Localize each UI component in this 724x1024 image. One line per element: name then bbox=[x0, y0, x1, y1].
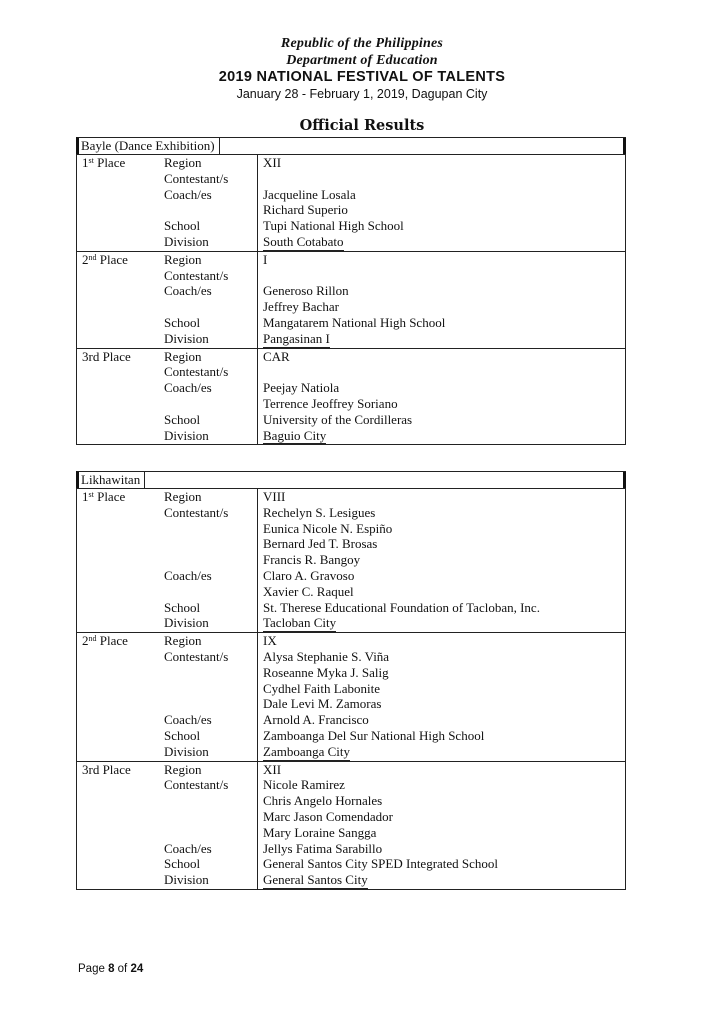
division-value: Zamboanga City bbox=[258, 744, 626, 761]
table-row bbox=[77, 331, 626, 348]
table-row bbox=[77, 856, 626, 872]
table-row bbox=[77, 234, 626, 251]
field-label: Coach/es bbox=[164, 712, 212, 728]
field-label: Region bbox=[159, 761, 258, 777]
coach-name: Jellys Fatima Sarabillo bbox=[258, 841, 626, 857]
school-value: Tupi National High School bbox=[258, 218, 626, 234]
table-row bbox=[77, 600, 626, 616]
table-row bbox=[77, 428, 626, 445]
table-row bbox=[77, 155, 626, 171]
field-label: School bbox=[164, 314, 201, 330]
contestant-name: Rechelyn S. Lesigues bbox=[258, 505, 626, 521]
place-label: 3rd Place bbox=[77, 348, 160, 364]
field-label: School bbox=[164, 218, 201, 234]
coach-name: Generoso Rillon bbox=[258, 283, 626, 299]
field-label: Division bbox=[164, 615, 209, 631]
place-label: 1st Place bbox=[77, 155, 160, 171]
bayle-results-table bbox=[76, 154, 626, 445]
table-row bbox=[77, 218, 626, 234]
field-label: Contestant/s bbox=[164, 364, 229, 380]
table-row bbox=[77, 872, 626, 889]
field-label: Contestant/s bbox=[164, 170, 229, 186]
bayle-title-bar bbox=[76, 137, 626, 154]
table-row bbox=[77, 521, 626, 537]
contestant-name: Francis R. Bangoy bbox=[258, 552, 626, 568]
contestant-name: Dale Levi M. Zamoras bbox=[258, 696, 626, 712]
coach-name: Richard Superio bbox=[258, 202, 626, 218]
table-row bbox=[77, 568, 626, 584]
table-row bbox=[77, 681, 626, 697]
bayle-results-block bbox=[76, 137, 626, 445]
page-number: Page 8 of 24 bbox=[78, 963, 144, 975]
region-value: XII bbox=[258, 761, 626, 777]
field-label: Region bbox=[159, 155, 258, 171]
table-row bbox=[77, 744, 626, 761]
contestant-name: Bernard Jed T. Brosas bbox=[258, 536, 626, 552]
school-value: General Santos City SPED Integrated School bbox=[258, 856, 626, 872]
division-value: Tacloban City bbox=[258, 615, 626, 632]
field-label: School bbox=[164, 727, 201, 743]
division-value: General Santos City bbox=[258, 872, 626, 889]
table-row bbox=[77, 396, 626, 412]
table-row bbox=[77, 841, 626, 857]
division-value: Pangasinan I bbox=[258, 331, 626, 348]
table-row bbox=[77, 615, 626, 632]
table-row bbox=[77, 505, 626, 521]
table-row bbox=[77, 364, 626, 380]
field-label: Division bbox=[164, 743, 209, 759]
place-label: 1st Place bbox=[77, 489, 160, 505]
contestant-name: Roseanne Myka J. Salig bbox=[258, 665, 626, 681]
coach-name: Claro A. Gravoso bbox=[258, 568, 626, 584]
place-label: 3rd Place bbox=[77, 761, 160, 777]
field-label: Division bbox=[164, 427, 209, 443]
field-label: Division bbox=[164, 330, 209, 346]
likhawitan-results-table bbox=[76, 488, 626, 890]
region-value: CAR bbox=[258, 348, 626, 364]
department-header: Department of Education bbox=[286, 53, 438, 68]
field-label: School bbox=[164, 599, 201, 615]
field-label: Region bbox=[159, 633, 258, 649]
field-label: Coach/es bbox=[164, 186, 212, 202]
coach-name: Jacqueline Losala bbox=[258, 187, 626, 203]
table-row bbox=[77, 489, 626, 505]
table-row bbox=[77, 315, 626, 331]
region-value: I bbox=[258, 251, 626, 267]
region-value: IX bbox=[258, 633, 626, 649]
division-value: Baguio City bbox=[258, 428, 626, 445]
region-value: VIII bbox=[258, 489, 626, 505]
region-value: XII bbox=[258, 155, 626, 171]
likhawitan-title-bar bbox=[76, 471, 626, 488]
coach-name: Terrence Jeoffrey Soriano bbox=[258, 396, 626, 412]
table-row bbox=[77, 728, 626, 744]
field-label: Coach/es bbox=[164, 840, 212, 856]
field-label: School bbox=[164, 856, 201, 872]
table-row bbox=[77, 649, 626, 665]
likhawitan-results-block bbox=[76, 471, 626, 890]
field-label: Coach/es bbox=[164, 283, 212, 299]
event-title: 2019 NATIONAL FESTIVAL OF TALENTS bbox=[218, 69, 506, 85]
results-heading: Official Results bbox=[299, 117, 425, 134]
table-row bbox=[77, 809, 626, 825]
field-label: Contestant/s bbox=[164, 267, 229, 283]
coach-name: Jeffrey Bachar bbox=[258, 299, 626, 315]
contestant-name: Cydhel Faith Labonite bbox=[258, 681, 626, 697]
contestant-name: Mary Loraine Sangga bbox=[258, 825, 626, 841]
field-label: Division bbox=[164, 872, 209, 888]
title-bar-marker bbox=[623, 138, 626, 154]
table-row bbox=[77, 793, 626, 809]
table-row bbox=[77, 299, 626, 315]
coach-name: Arnold A. Francisco bbox=[258, 712, 626, 728]
coach-name: Peejay Natiola bbox=[258, 380, 626, 396]
field-label: Coach/es bbox=[164, 567, 212, 583]
contestant-name: Chris Angelo Hornales bbox=[258, 793, 626, 809]
field-label: Division bbox=[164, 233, 209, 249]
contestant-name: Eunica Nicole N. Espiño bbox=[258, 521, 626, 537]
bayle-title: Bayle (Dance Exhibition) bbox=[81, 138, 220, 154]
contestant-name: Nicole Ramirez bbox=[258, 777, 626, 793]
table-row bbox=[77, 380, 626, 396]
field-label: Contestant/s bbox=[164, 777, 229, 793]
field-label: Region bbox=[159, 348, 258, 364]
school-value: Zamboanga Del Sur National High School bbox=[258, 728, 626, 744]
school-value: St. Therese Educational Foundation of Tacloban, Inc. bbox=[258, 600, 626, 616]
contestant-name: Marc Jason Comendador bbox=[258, 809, 626, 825]
table-row bbox=[77, 665, 626, 681]
table-row bbox=[77, 283, 626, 299]
field-label: Coach/es bbox=[164, 380, 212, 396]
table-row bbox=[77, 171, 626, 187]
table-row bbox=[77, 633, 626, 649]
contestant-value bbox=[258, 171, 626, 187]
school-value: Mangatarem National High School bbox=[258, 315, 626, 331]
table-row bbox=[77, 825, 626, 841]
table-row bbox=[77, 412, 626, 428]
table-row bbox=[77, 696, 626, 712]
place-label: 2nd Place bbox=[77, 633, 160, 649]
school-value: University of the Cordilleras bbox=[258, 412, 626, 428]
table-row bbox=[77, 552, 626, 568]
table-row bbox=[77, 187, 626, 203]
field-label: Region bbox=[159, 251, 258, 267]
table-row bbox=[77, 777, 626, 793]
field-label: Contestant/s bbox=[164, 648, 229, 664]
table-row bbox=[77, 348, 626, 364]
likhawitan-title: Likhawitan bbox=[81, 472, 145, 488]
contestant-name: Alysa Stephanie S. Viña bbox=[258, 649, 626, 665]
event-dates: January 28 - February 1, 2019, Dagupan City bbox=[236, 87, 488, 101]
table-row bbox=[77, 202, 626, 218]
field-label: Region bbox=[159, 489, 258, 505]
field-label: Contestant/s bbox=[164, 504, 229, 520]
coach-name: Xavier C. Raquel bbox=[258, 584, 626, 600]
title-bar-marker bbox=[623, 472, 626, 488]
table-row bbox=[77, 251, 626, 267]
republic-header: Republic of the Philippines bbox=[280, 36, 444, 51]
table-row bbox=[77, 268, 626, 284]
place-label: 2nd Place bbox=[77, 251, 160, 267]
table-row bbox=[77, 761, 626, 777]
table-row bbox=[77, 712, 626, 728]
table-row bbox=[77, 584, 626, 600]
division-value: South Cotabato bbox=[258, 234, 626, 251]
table-row bbox=[77, 536, 626, 552]
field-label: School bbox=[164, 411, 201, 427]
